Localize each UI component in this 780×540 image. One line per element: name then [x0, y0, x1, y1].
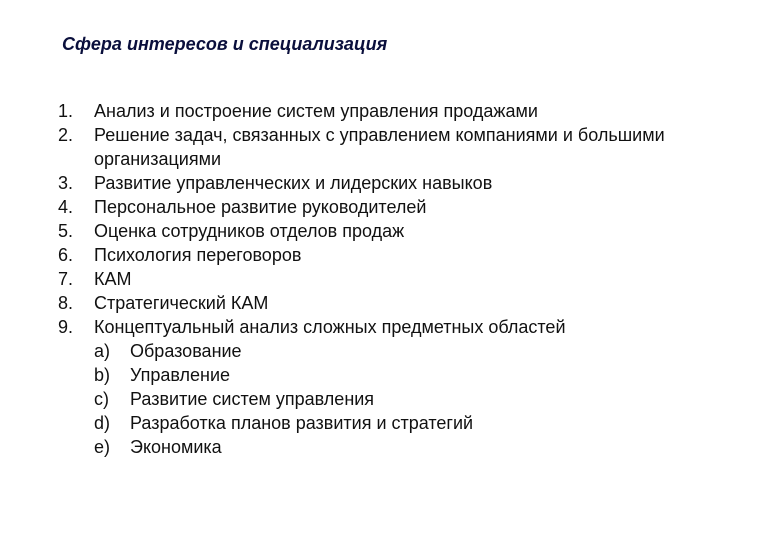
list-item-text: Стратегический КАМ: [94, 293, 269, 313]
list-item-text: Оценка сотрудников отделов продаж: [94, 221, 405, 241]
sub-list-item-text: Разработка планов развития и стратегий: [130, 413, 474, 433]
list-item-text: КАМ: [94, 269, 132, 289]
sub-list-item-letter: b): [94, 365, 111, 385]
sub-list-item: [94, 411, 718, 435]
list-item-number: 1.: [58, 101, 74, 121]
list-item-text: Психология переговоров: [94, 245, 302, 265]
sub-list-item-text: Образование: [130, 341, 242, 361]
sub-list-item-text: Экономика: [130, 437, 222, 457]
list-item: [58, 219, 718, 243]
list-item: [58, 267, 718, 291]
sub-list-item-letter: d): [94, 413, 111, 433]
slide-title: Сфера интересов и специализация: [62, 34, 388, 54]
sub-list-item: [94, 339, 718, 363]
list-item: [58, 99, 718, 123]
list-item-number: 3.: [58, 173, 74, 193]
list-item-text: Персональное развитие руководителей: [94, 197, 427, 217]
list-item: [58, 315, 718, 339]
sub-list-item: [94, 363, 718, 387]
list-item: [58, 195, 718, 219]
list-item-text: Развитие управленческих и лидерских навыков: [94, 173, 493, 193]
list-item-number: 8.: [58, 293, 74, 313]
list-item-number: 5.: [58, 221, 74, 241]
sub-list-item: [94, 435, 718, 459]
numbered-list: [58, 99, 718, 459]
list-item: [58, 291, 718, 315]
list-item: [58, 123, 718, 171]
sub-list: [94, 339, 718, 459]
sub-list-item-text: Развитие систем управления: [130, 389, 375, 409]
sub-list-item-letter: e): [94, 437, 111, 457]
sub-list-item-letter: c): [94, 389, 109, 409]
list-item-number: 6.: [58, 245, 74, 265]
list-item-text: Концептуальный анализ сложных предметных областей: [94, 317, 566, 337]
list-item: [58, 171, 718, 195]
sub-list-item: [94, 387, 718, 411]
list-item-number: 9.: [58, 317, 74, 337]
list-item-number: 7.: [58, 269, 74, 289]
list-item-text: Анализ и построение систем управления продажами: [94, 101, 538, 121]
list-item: [58, 243, 718, 267]
list-item-number: 4.: [58, 197, 74, 217]
list-item-text: Решение задач, связанных с управлением компаниями и большими организациями: [94, 125, 665, 169]
list-item-number: 2.: [58, 125, 74, 145]
sub-list-item-letter: a): [94, 341, 111, 361]
sub-list-item-text: Управление: [130, 365, 231, 385]
